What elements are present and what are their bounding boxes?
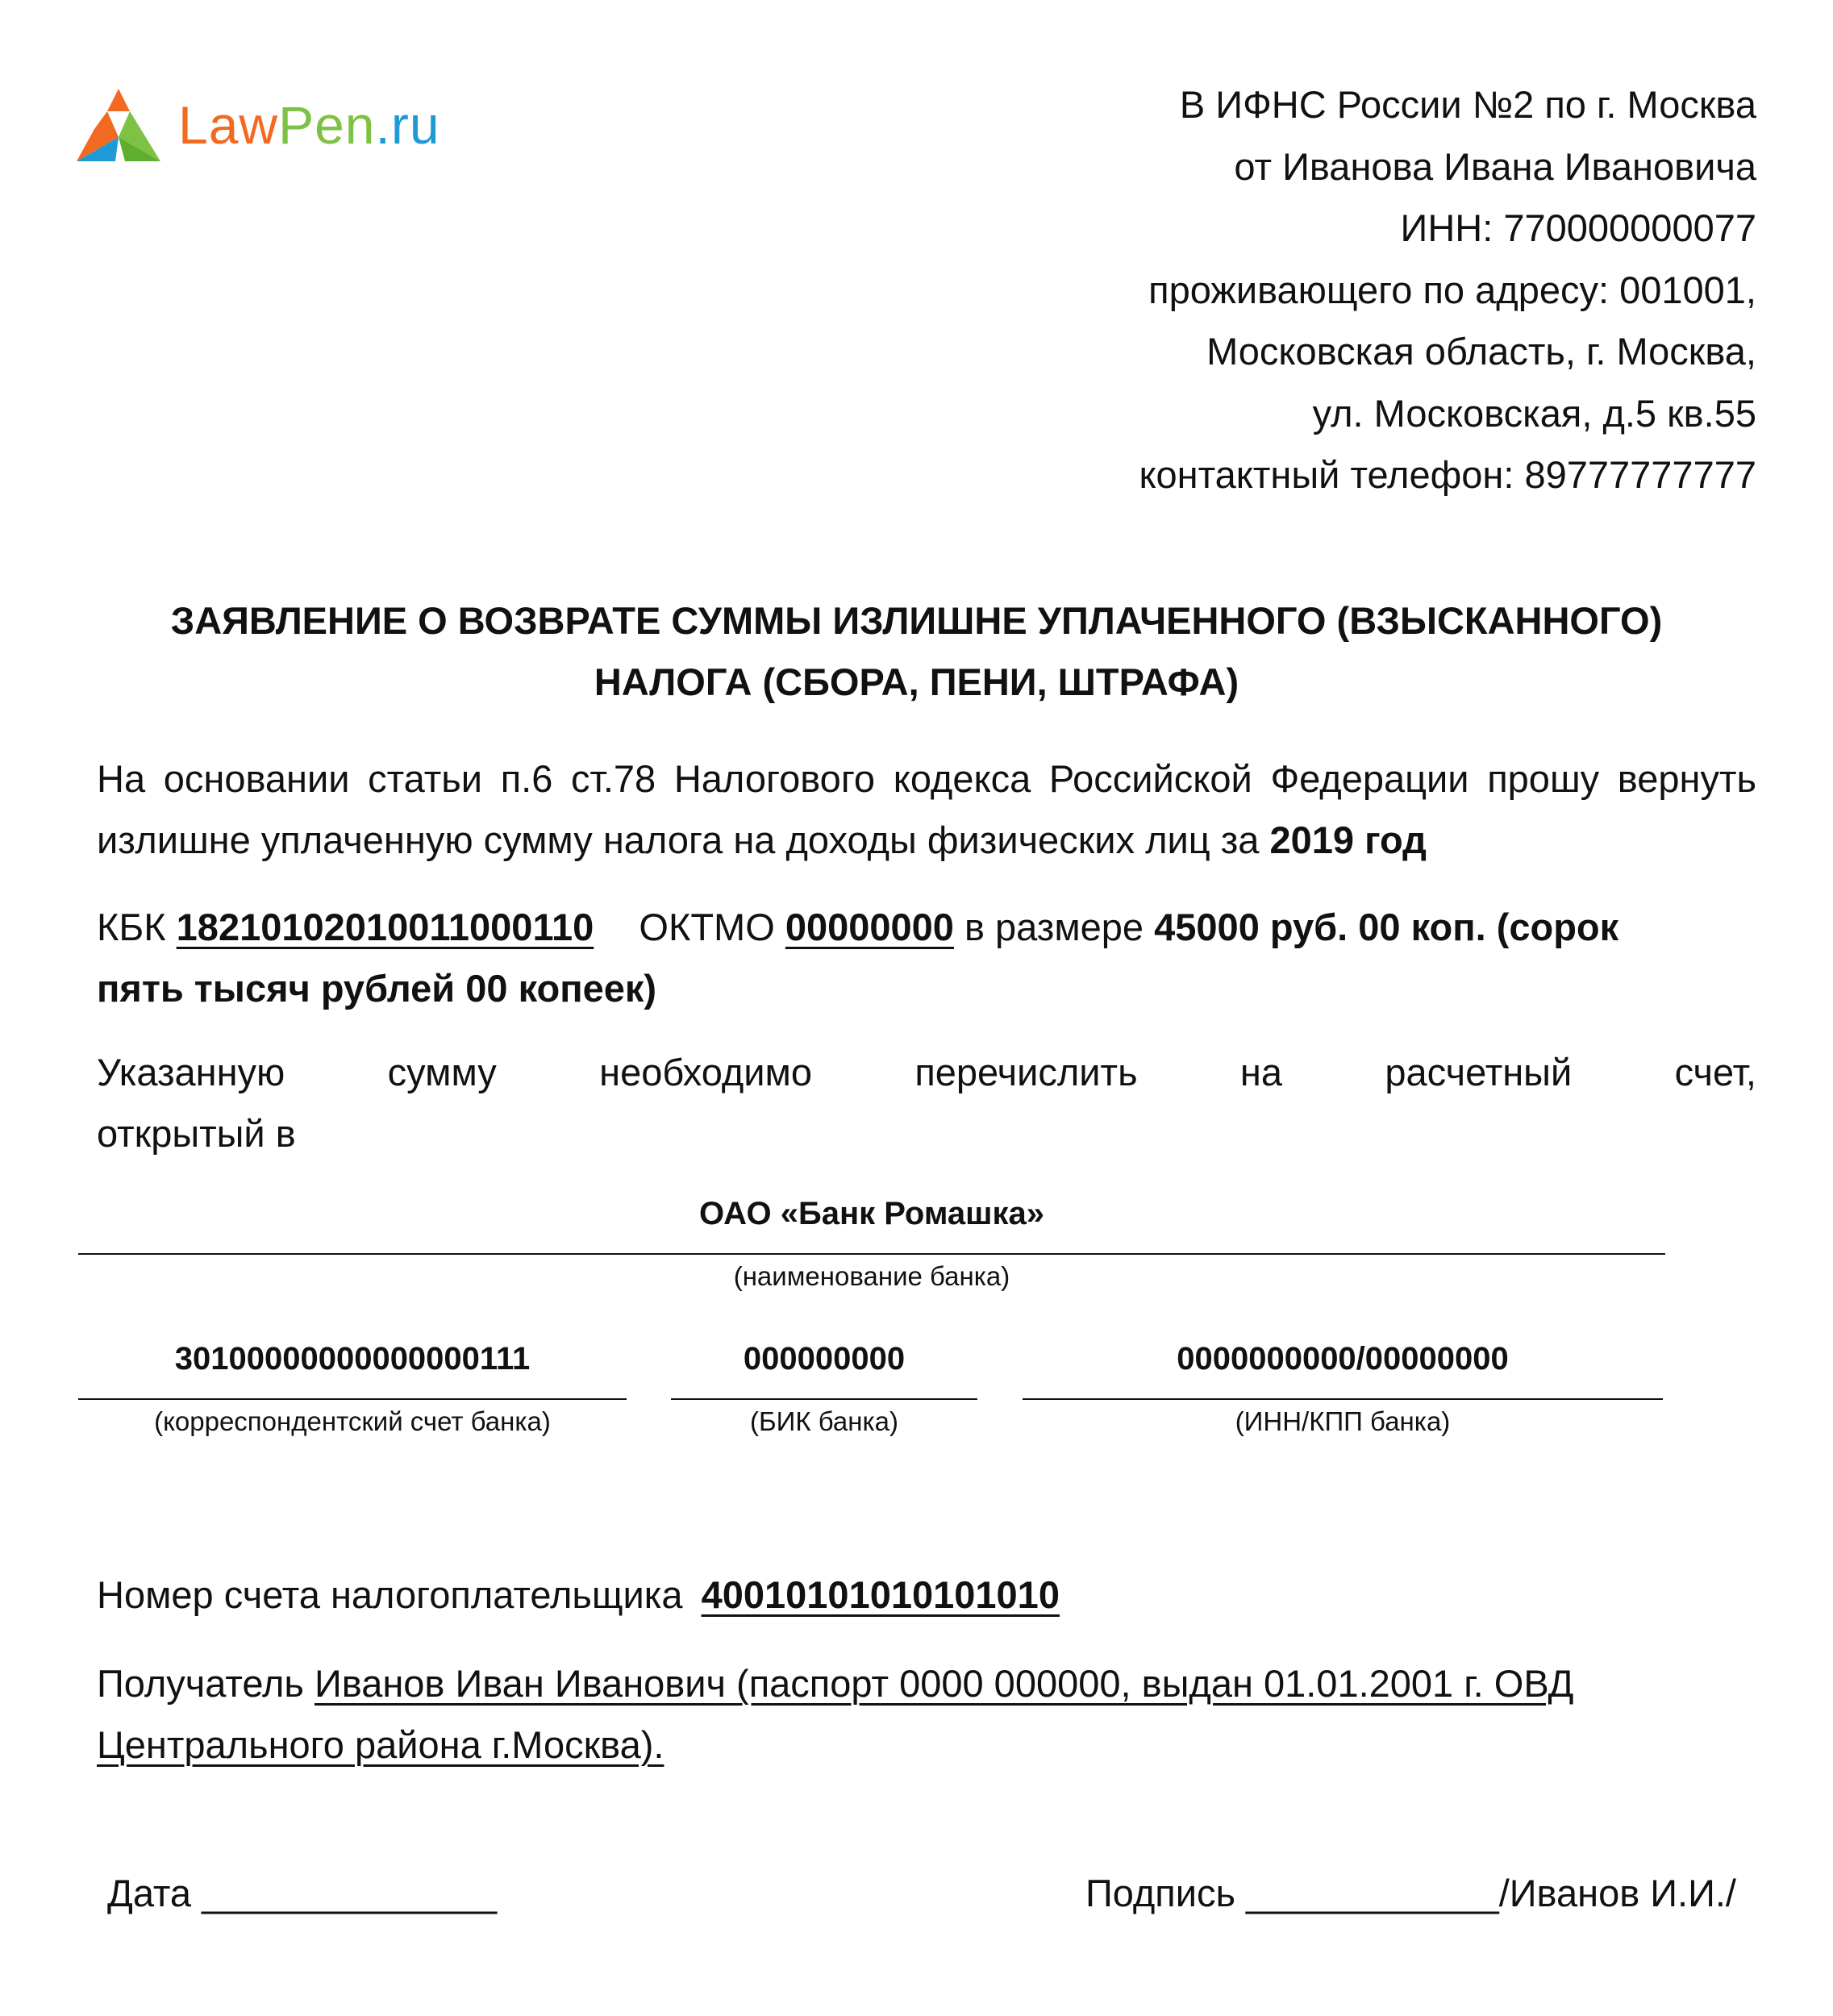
corr-account-caption: (корреспондентский счет банка) <box>154 1406 551 1436</box>
bik-line <box>671 1398 977 1400</box>
inn-kpp-caption: (ИНН/КПП банка) <box>1235 1406 1451 1436</box>
header-line: Московская область, г. Москва, <box>1206 330 1756 373</box>
transfer-line-2: открытый в <box>97 1112 296 1155</box>
header-line: В ИФНС России №2 по г. Москва <box>1179 83 1756 126</box>
bik-value: 000000000 <box>743 1341 906 1377</box>
header-line: проживающего по адресу: 001001, <box>1148 268 1756 311</box>
amount-prefix: в размере <box>964 906 1144 948</box>
bank-name-line <box>78 1253 1665 1255</box>
logo-pen: Pen <box>278 95 376 155</box>
kbk-value: 18210102010011000110 <box>176 906 594 948</box>
header-line: от Иванова Ивана Ивановича <box>1234 144 1756 188</box>
recipient-name: Иванов Иван Иванович (паспорт 0000 000000, выдан 01.01.2001 г. ОВД <box>314 1662 1574 1705</box>
header-line: ИНН: 770000000077 <box>1400 206 1756 249</box>
request-text: На основании статьи п.6 ст.78 Налогового кодекса Российской Федерации прошу вернуть излишне уплаченную сумму налога на доходы физических лиц за <box>97 757 1756 861</box>
oktmo-label: ОКТМО <box>639 906 775 948</box>
kbk-label: КБК <box>97 906 166 948</box>
tax-year: 2019 год <box>1269 818 1427 861</box>
header-line: ул. Московская, д.5 кв.55 <box>1312 391 1756 435</box>
date-field: Дата ______________ <box>107 1872 498 1914</box>
lawpen-logo <box>77 85 440 165</box>
addressee-block <box>950 74 1756 506</box>
oktmo-value: 00000000 <box>785 906 954 948</box>
refund-request-paragraph <box>97 748 1756 871</box>
corr-account-line <box>78 1398 627 1400</box>
logo-law: Law <box>178 95 279 155</box>
transfer-line-1: Указанную сумму необходимо перечислить на расчетный счет, <box>97 1051 1756 1093</box>
title-line-1: ЗАЯВЛЕНИЕ О ВОЗВРАТЕ СУММЫ ИЗЛИШНЕ УПЛАЧЕННОГО (ВЗЫСКАННОГО) <box>170 599 1663 642</box>
header-line: контактный телефон: 89777777777 <box>1139 453 1756 496</box>
recipient-issuer: Центрального района г.Москва). <box>97 1723 664 1766</box>
signature-field: Подпись ____________/Иванов И.И./ <box>1085 1872 1736 1914</box>
document-title <box>81 590 1752 713</box>
amount-in-words: пять тысяч рублей 00 копеек) <box>97 967 657 1010</box>
bik-caption: (БИК банка) <box>750 1406 898 1436</box>
inn-kpp-line <box>1023 1398 1663 1400</box>
logo-ru: .ru <box>375 95 440 155</box>
taxpayer-account <box>97 1564 1756 1626</box>
inn-kpp-value: 0000000000/00000000 <box>1177 1341 1509 1377</box>
account-label: Номер счета налогоплательщика <box>97 1573 683 1616</box>
amount-value: 45000 руб. 00 коп. (сорок <box>1154 906 1619 948</box>
corr-account-value: 30100000000000000111 <box>174 1341 531 1377</box>
recipient-block <box>97 1653 1756 1776</box>
logo-text <box>178 95 440 155</box>
recipient-label: Получатель <box>97 1662 304 1705</box>
title-line-2: НАЛОГА (СБОРА, ПЕНИ, ШТРАФА) <box>594 660 1239 703</box>
account-value: 40010101010101010 <box>701 1573 1060 1616</box>
bank-name: ОАО «Банк Ромашка» <box>699 1196 1044 1231</box>
bank-name-caption: (наименование банка) <box>733 1261 1010 1291</box>
transfer-paragraph <box>97 1042 1756 1164</box>
kbk-paragraph <box>97 897 1756 1019</box>
lawpen-triangle-icon <box>77 87 160 163</box>
